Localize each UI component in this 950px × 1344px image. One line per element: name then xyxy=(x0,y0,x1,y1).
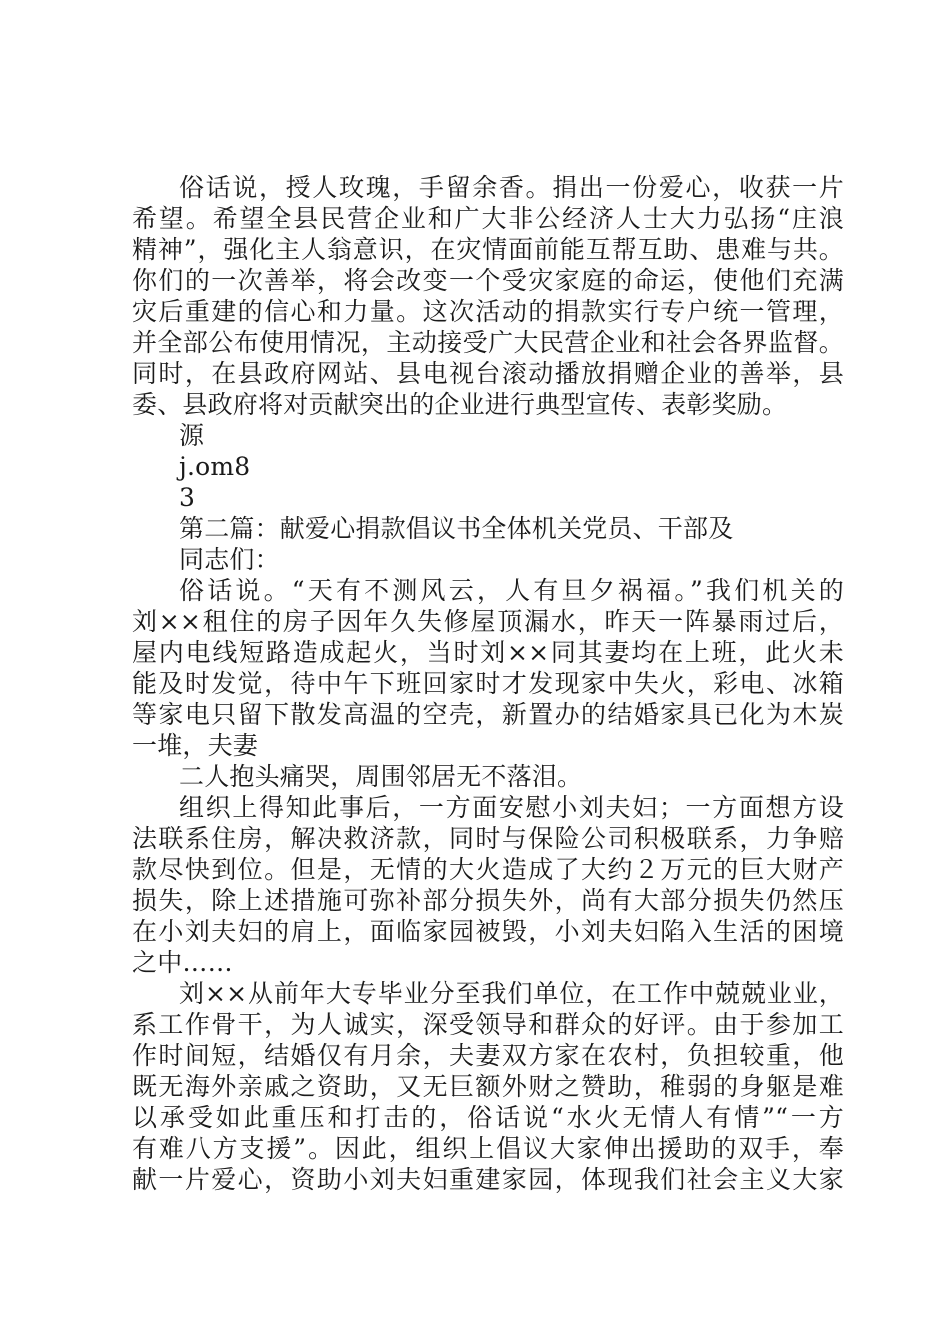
text-line: 在小刘夫妇的肩上，面临家园被毁，小刘夫妇陷入生活的困境 xyxy=(132,917,844,946)
text-line: 同时，在县政府网站、县电视台滚动播放捐赠企业的善举，县 xyxy=(132,359,844,388)
text-line: 既无海外亲戚之资助，又无巨额外财之赞助，稚弱的身躯是难 xyxy=(132,1072,844,1101)
text-line: 以承受如此重压和打击的，俗话说“水火无情人有情”“一方 xyxy=(132,1103,844,1132)
text-line: 损失，除上述措施可弥补部分损失外，尚有大部分损失仍然压 xyxy=(132,886,844,915)
text-line: 作时间短，结婚仅有月余，夫妻双方家在农村，负担较重，他 xyxy=(132,1041,844,1070)
text-line: 你们的一次善举，将会改变一个受灾家庭的命运，使他们充满 xyxy=(132,266,844,295)
text-line: 款尽快到位。但是，无情的大火造成了大约２万元的巨大财产 xyxy=(132,855,844,884)
text-line: 之中…… xyxy=(132,948,233,977)
paragraph-appeal xyxy=(132,172,844,420)
paragraph-grief: 二人抱头痛哭，周围邻居无不落泪。 xyxy=(179,762,583,791)
text-line: 献一片爱心，资助小刘夫妇重建家园，体现我们社会主义大家 xyxy=(132,1165,844,1194)
text-line: 灾后重建的信心和力量。这次活动的捐款实行专户统一管理， xyxy=(132,297,844,326)
text-line: 屋内电线短路造成起火，当时刘××同其妻均在上班，此火未 xyxy=(132,638,844,667)
text-line: 刘××租住的房子因年久失修屋顶漏水，昨天一阵暴雨过后， xyxy=(132,607,844,636)
paragraph-response xyxy=(132,792,844,978)
text-line: 俗话说。“天有不测风云，人有旦夕祸福。”我们机关的 xyxy=(179,576,844,605)
text-line: 一堆，夫妻 xyxy=(132,731,259,760)
text-line: 俗话说，授人玫瑰，手留余香。捐出一份爱心，收获一片 xyxy=(179,173,844,202)
text-line: 能及时发觉，待中午下班回家时才发现家中失火，彩电、冰箱 xyxy=(132,669,844,698)
text-line: 系工作骨干，为人诚实，深受领导和群众的好评。由于参加工 xyxy=(132,1010,844,1039)
text-line: 法联系住房，解决救济款，同时与保险公司积极联系，力争赔 xyxy=(132,824,844,853)
section-title: 第二篇：献爱心捐款倡议书全体机关党员、干部及 xyxy=(179,514,734,543)
source-fragment: 源 xyxy=(179,421,205,450)
text-line: 刘××从前年大专毕业分至我们单位，在工作中兢兢业业， xyxy=(179,979,844,1008)
source-fragment: j.om8 xyxy=(179,452,251,481)
text-line: 希望。希望全县民营企业和广大非公经济人士大力弘扬“庄浪 xyxy=(132,204,844,233)
text-line: 有难八方支援”。因此，组织上倡议大家伸出援助的双手，奉 xyxy=(132,1134,844,1163)
paragraph-proposal xyxy=(132,978,844,1195)
text-line: 并全部公布使用情况，主动接受广大民营企业和社会各界监督。 xyxy=(132,328,844,357)
document-body xyxy=(132,172,844,1195)
text-line: 委、县政府将对贡献突出的企业进行典型宣传、表彰奖励。 xyxy=(132,390,788,419)
text-line: 等家电只留下散发高温的空壳，新置办的结婚家具已化为木炭 xyxy=(132,700,844,729)
paragraph-incident xyxy=(132,575,844,761)
text-line: 组织上得知此事后，一方面安慰小刘夫妇；一方面想方设 xyxy=(179,793,844,822)
salutation: 同志们： xyxy=(179,545,280,574)
source-fragment: 3 xyxy=(179,483,196,512)
text-line: 精神”，强化主人翁意识，在灾情面前能互帮互助、患难与共。 xyxy=(132,235,844,264)
